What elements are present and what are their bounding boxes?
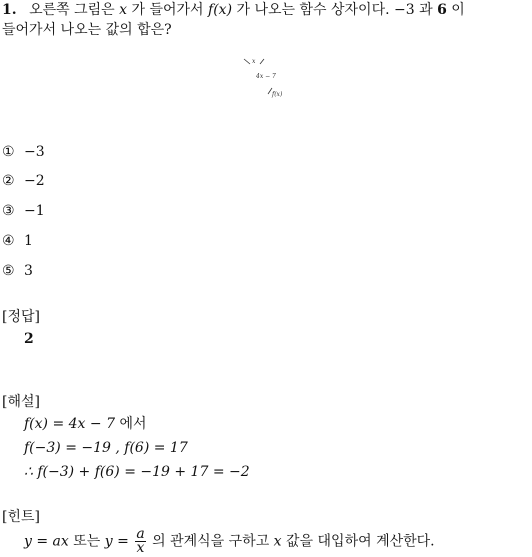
explanation-line-3: ∴ f(−3) + f(6) = −19 + 17 = −2 [24,464,250,480]
question-line-1 [2,1,465,20]
question-text: 가 나오는 함수 상자이다. [236,2,390,18]
input-arrow [260,59,264,64]
choice-marker: ③ [2,203,15,219]
function-box-diagram [238,56,298,102]
hint-label: [힌트] [2,509,40,525]
answer-value: 2 [24,331,34,347]
choice-2 [2,172,45,191]
hint-eq-2: y = [104,533,129,550]
choice-value: 1 [24,233,33,249]
hint-text: 의 관계식을 구하고 [152,533,270,550]
question-conj: 과 [419,2,433,18]
choice-marker: ① [2,144,15,160]
choice-value: −1 [24,203,45,219]
diagram-input-label: x [252,58,256,65]
choice-1 [2,143,45,162]
diagram-output-label: f(x) [272,91,283,98]
choice-4 [2,232,33,251]
input-arrow [244,59,250,64]
choice-value: −3 [24,144,45,160]
fraction-denominator: x [136,540,145,556]
fraction-numerator: a [136,526,145,542]
choice-value: 3 [24,263,33,279]
question-text: 오른쪽 그림은 [29,2,115,18]
choice-value: −2 [24,173,45,189]
question-text: 이 [451,2,465,18]
choice-marker: ④ [2,233,15,249]
answer-label: [정답] [2,309,40,325]
question-x-var: x [119,2,128,18]
question-text: 가 들어가서 [131,2,204,18]
explanation-text: 에서 [119,416,147,432]
diagram-box-label: 4x − 7 [256,73,276,80]
question-line-2: 들어가서 나오는 값의 합은? [2,22,172,38]
hint-or: 또는 [73,533,101,550]
explanation-line-1 [24,415,147,434]
choice-3 [2,202,45,221]
explanation-line-2: f(−3) = −19 , f(6) = 17 [24,440,188,456]
choice-5 [2,262,33,281]
question-value-2: 6 [437,2,447,18]
function-box-figure [238,56,298,102]
hint-eq-1: y = ax [24,533,69,550]
explanation-math: f(x) = 4x − 7 [24,416,115,432]
hint-x-var: x [273,533,282,550]
explanation-label: [해설] [2,394,40,410]
choice-marker: ② [2,173,15,189]
hint-text: 값을 대입하여 계산한다. [286,533,435,550]
hint-line [24,528,435,555]
choice-marker: ⑤ [2,263,15,279]
question-value-1: −3 [394,2,415,18]
hint-fraction [135,528,145,555]
question-fx: f(x) [208,2,233,18]
question-number: 1. [2,2,17,18]
